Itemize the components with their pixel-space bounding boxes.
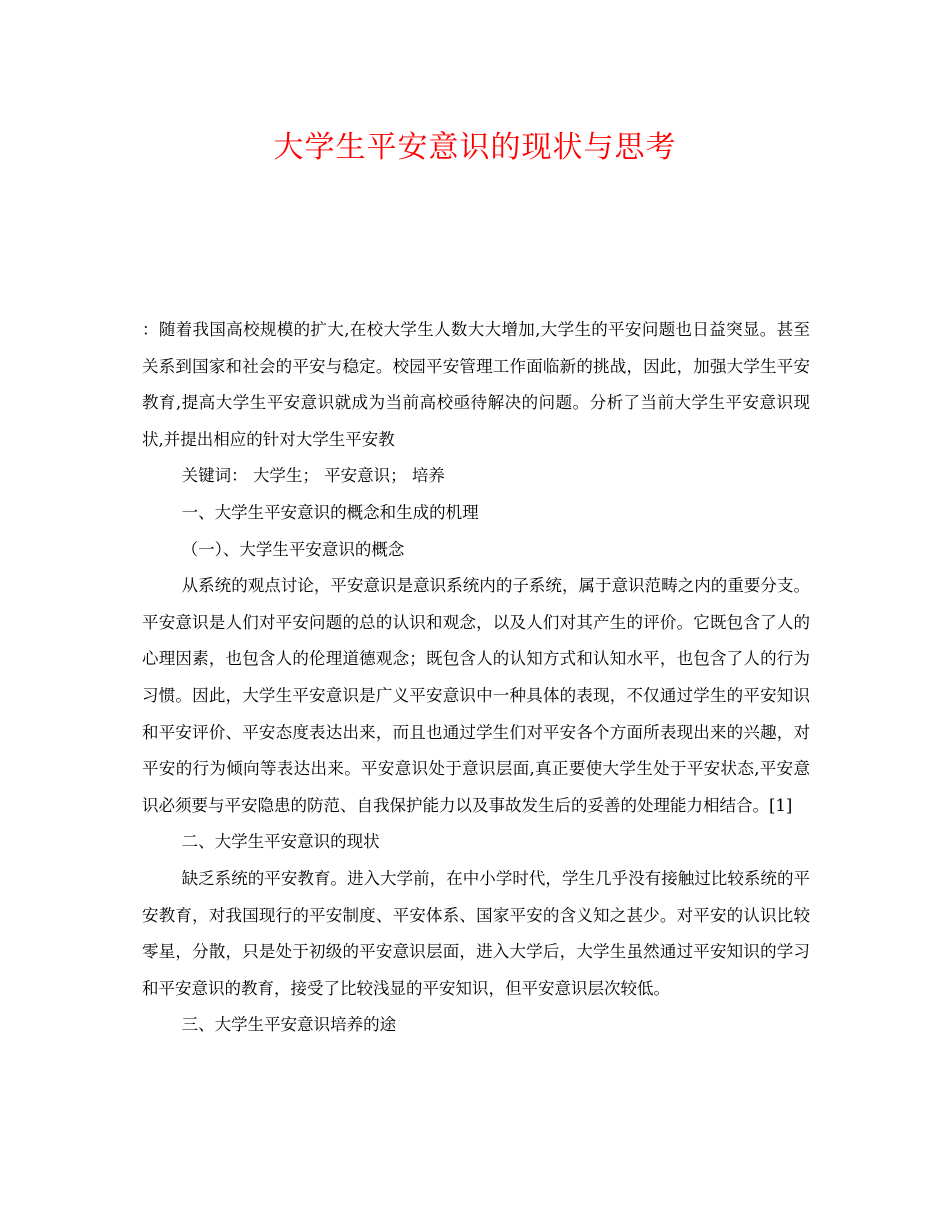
section-2-heading: 二、大学生平安意识的现状 [181,832,380,852]
section-1-subheading: （一）、大学生平安意识的概念 [181,539,405,559]
section-2-paragraph: 缺乏系统的平安教育。进入大学前，在中小学时代，学生几乎没有接触过比较系统的平安教育，对我国现行的平安制度、平安体系、国家平安的含义知之甚少。对平安的认识比较零星，分散，只是处于初级的平安意识层面，进入大学后，大学生虽然通过平安知识的学习和平安意识的教育，接受了比较浅显的平安知识，但平安意识层次较低。 [142,868,810,998]
abstract-paragraph: ：随着我国高校规模的扩大,在校大学生人数大大增加,大学生的平安问题也日益突显。甚至关系到国家和社会的平安与稳定。校园平安管理工作面临新的挑战，因此，加强大学生平安教育,提高大学生平安意识就成为当前高校亟待解决的问题。分析了当前大学生平安意识现状,并提出相应的针对大学生平安教 [142,320,810,449]
keywords-line: 关键词： 大学生； 平安意识； 培养 [181,466,445,486]
document-title: 大学生平安意识的现状与思考 [273,130,677,165]
section-1-heading: 一、大学生平安意识的概念和生成的机理 [181,502,479,522]
section-3-heading: 三、大学生平安意识培养的途 [181,1015,397,1035]
section-1-paragraph: 从系统的观点讨论，平安意识是意识系统内的子系统，属于意识范畴之内的重要分支。平安意识是人们对平安问题的总的认识和观念，以及人们对其产生的评价。它既包含了人的心理因素，也包含人的伦理道德观念；既包含人的认知方式和认知水平，也包含了人的行为习惯。因此，大学生平安意识是广义平安意识中一种具体的表现，不仅通过学生的平安知识和平安评价、平安态度表达出来，而且也通过学生们对平安各个方面所表现出来的兴趣，对平安的行为倾向等表达出来。平安意识处于意识层面,真正要使大学生处于平安状态,平安意识必须要与平安隐患的防范、自我保护能力以及事故发生后的妥善的处理能力相结合。[1] [142,576,810,815]
document-body [142,312,810,1044]
